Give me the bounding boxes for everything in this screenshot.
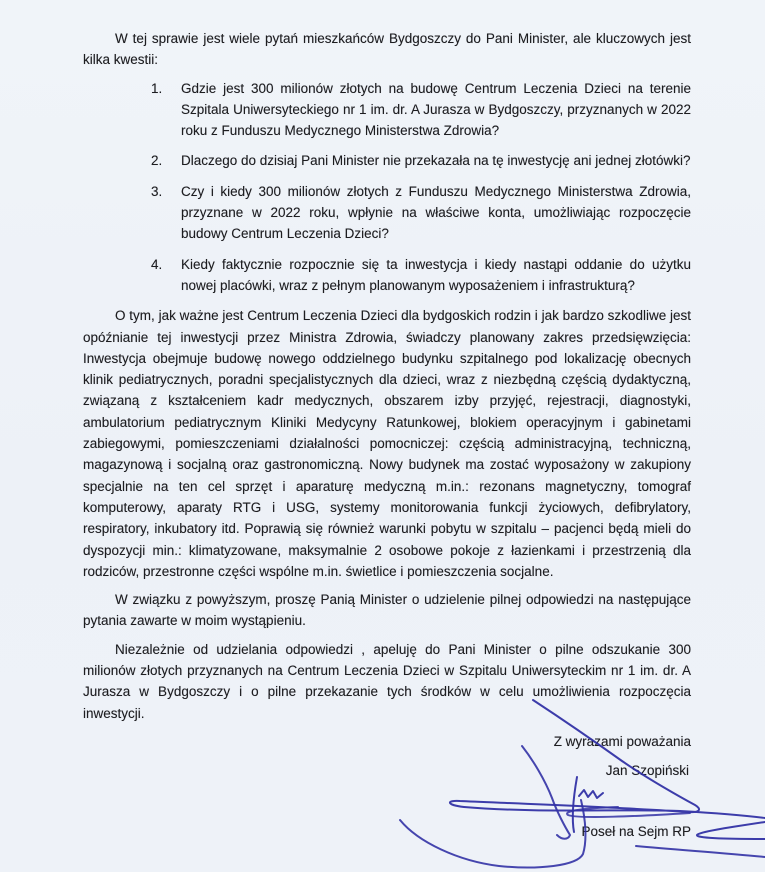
signature-block [83,731,691,842]
question-text: Kiedy faktycznie rozpocznie się ta inwestycja i kiedy nastąpi oddanie do użytku nowej placówki, wraz z pełnym planowanym wyposażeniem i infrastrukturą? [181,256,691,293]
body-paragraph-appeal: Niezależnie od udzielania odpowiedzi , apeluję do Pani Minister o pilne odszukanie 300 milionów złotych przyznanych na Centrum Leczenia Dzieci w Szpitalu Uniwersyteckim nr 1 im. dr. A Jurasza w Bydgoszczy i o pilne przekazanie tych środków w celu umożliwienia rozpoczęcia inwestycji. [83,641,691,721]
letter-body [83,28,691,731]
question-item-3 [151,181,691,245]
body-paragraph-scope: O tym, jak ważne jest Centrum Leczenia Dzieci dla bydgoskich rodzin i jak bardzo szkodliwe jest opóźnianie tej inwestycji przez Ministra Zdrowia, świadczy planowany zakres przedsięwzięcia: Inwestycja obejmuje budowę nowego oddzielnego budynku szpitalnego pod lokalizację obecnych klinik pediatrycznych, poradni specjalistycznych dla dzieci, wraz z niezbędną częścią dydaktyczną, związaną z kształceniem kadr medycznych, obszarem izby przyjęć, rejestracji, diagnostyki, ambulatorium pediatrycznym Kliniki Medycyny Ratunkowej, blokiem operacyjnym i gabinetami zabiegowymi, pomieszczeniami działalności pomocniczej: częścią administracyjną, techniczną, magazynową i socjalną oraz gastronomiczną. Nowy budynek ma zostać wyposażony w zakupiony specjalnie na ten cel sprzęt i aparaturę medyczną m.in.: rezonans magnetyczny, tomograf komputerowy, aparaty RTG i USG, systemy monitorowania funkcji życiowych, defibrylatory, respiratory, inkubatory itd. Poprawią się również warunki pobytu w szpitalu – pacjenci będą mieli do dyspozycji min.: klimatyzowane, maksymalnie 2 osobowe pokoje z łazienkami i przestrzenią dla rodziców, przestronne części wspólne m.in. świetlice i pomieszczenia socjalne. [83,308,691,579]
question-number: 4. [151,256,163,272]
question-list [83,78,691,297]
question-number: 2. [151,153,163,169]
question-text: Dlaczego do dzisiaj Pani Minister nie przekazała na tę inwestycję ani jednej złotówki? [181,153,691,169]
signer-title: Poseł na Sejm RP [581,823,691,839]
signer-name: Jan Szopiński [605,763,689,779]
body-paragraph-request: W związku z powyższym, proszę Panią Minister o udzielenie pilnej odpowiedzi na następujące pytania zawarte w moim wystąpieniu. [83,592,691,629]
question-number: 1. [151,80,163,96]
question-item-2 [151,150,691,171]
question-number: 3. [151,183,163,199]
question-text: Gdzie jest 300 milionów złotych na budowę Centrum Leczenia Dzieci na terenie Szpitala Uniwersyteckiego nr 1 im. dr. A Jurasza w Bydgoszczy, przyznanych w 2022 roku z Funduszu Medycznego Ministerstwa Zdrowia? [181,80,691,139]
question-text: Czy i kiedy 300 milionów złotych z Funduszu Medycznego Ministerstwa Zdrowia, przyznane w 2022 roku, wpłynie na właściwe konta, umożliwiając rozpoczęcie budowy Centrum Leczenia Dzieci? [181,183,691,242]
question-item-4 [151,254,691,297]
intro-paragraph: W tej sprawie jest wiele pytań mieszkańców Bydgoszczy do Pani Minister, ale kluczowych jest kilka kwestii: [83,31,691,68]
question-item-1 [151,78,691,142]
closing-phrase: Z wyrazami poważania [553,734,691,749]
